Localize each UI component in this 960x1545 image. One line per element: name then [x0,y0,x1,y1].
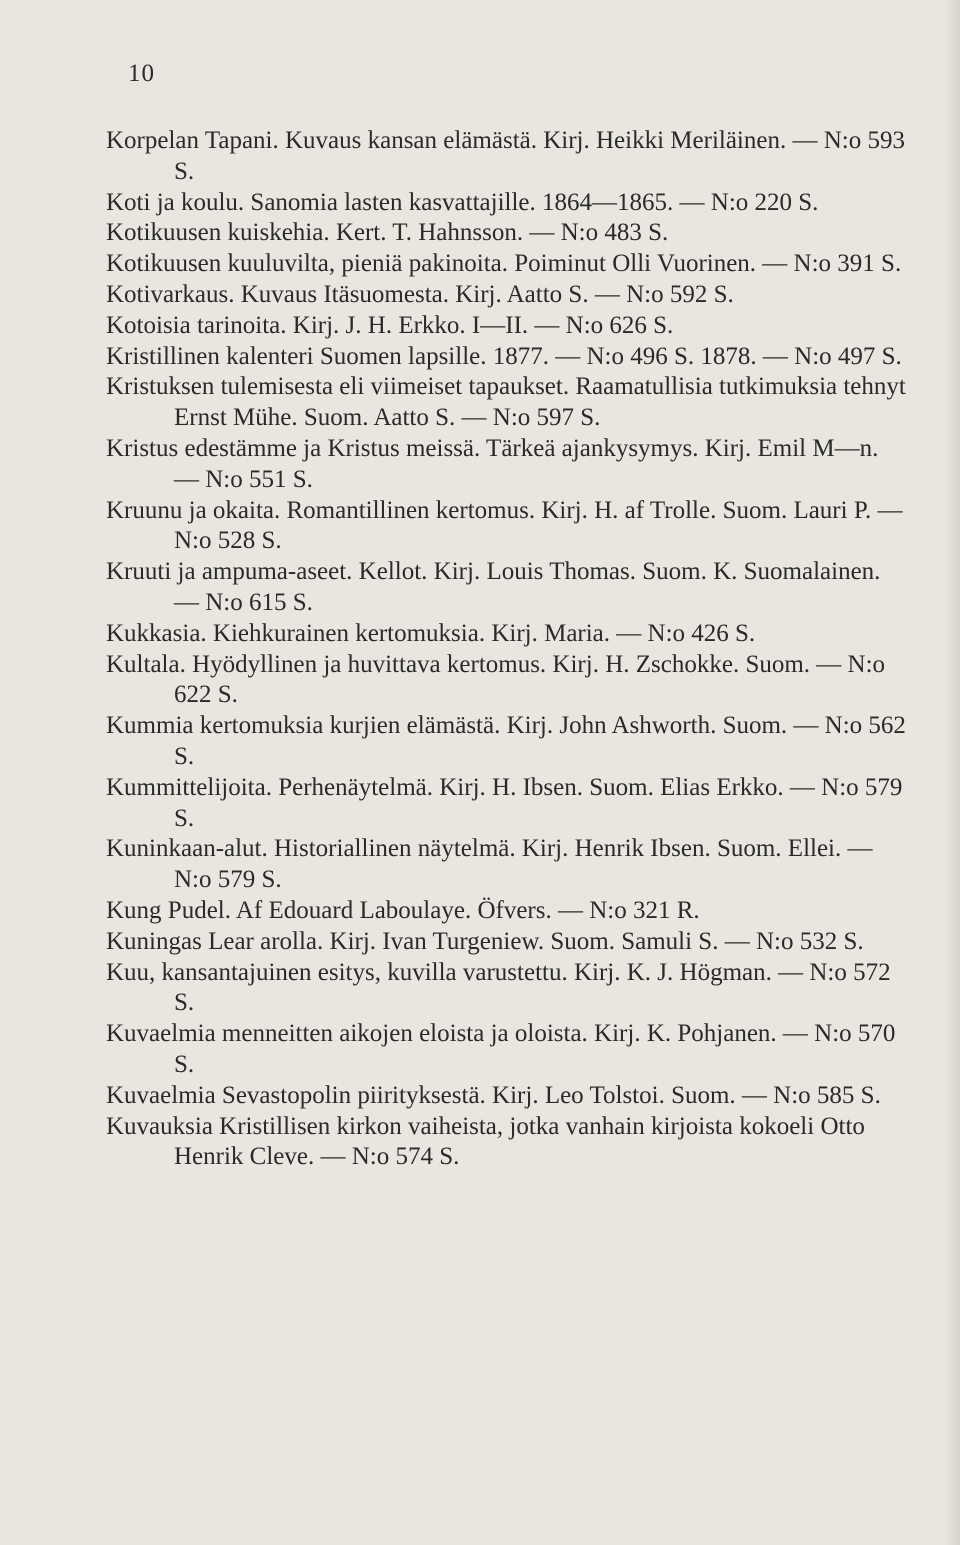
catalog-entry: Kuvauksia Kristillisen kirkon vaiheista, jotka vanhain kirjoista kokoeli Otto Henrik Cleve. — N:o 574 S. [106,1112,865,1171]
catalog-entry: Kotoisia tarinoita. Kirj. J. H. Erkko. I—II. — N:o 626 S. [106,311,674,339]
catalog-entry: Kristillinen kalenteri Suomen lapsille. 1877. — N:o 496 S. 1878. — N:o 497 S. [106,342,902,370]
page-number: 10 [128,60,155,87]
catalog-entry: Kotikuusen kuiskehia. Kert. T. Hahnsson. — N:o 483 S. [106,219,669,247]
catalog-entry: Kummia kertomuksia kurjien elämästä. Kirj. John Ashworth. Suom. — N:o 562 S. [106,712,906,770]
catalog-entry: Kotivarkaus. Kuvaus Itäsuomesta. Kirj. Aatto S. — N:o 592 S. [106,280,734,308]
catalog-entry: Kruuti ja ampuma-aseet. Kellot. Kirj. Louis Thomas. Suom. K. Suomalainen. — N:o 615 S. [106,558,881,616]
catalog-entry: Kuningas Lear arolla. Kirj. Ivan Turgeniew. Suom. Samuli S. — N:o 532 S. [106,927,864,955]
catalog-entry: Kuninkaan-alut. Historiallinen näytelmä. Kirj. Henrik Ibsen. Suom. Ellei. — N:o 579 S. [106,835,873,894]
catalog-entry: Kuvaelmia menneitten aikojen eloista ja oloista. Kirj. K. Pohjanen. — N:o 570 S. [106,1020,896,1078]
catalog-entry: Kummittelijoita. Perhenäytelmä. Kirj. H. Ibsen. Suom. Elias Erkko. — N:o 579 S. [106,773,903,832]
catalog-entry: Kukkasia. Kiehkurainen kertomuksia. Kirj. Maria. — N:o 426 S. [106,619,756,647]
catalog-entry: Korpelan Tapani. Kuvaus kansan elämästä. Kirj. Heikki Meriläinen. — N:o 593 S. [106,127,905,185]
catalog-entry: Kuvaelmia Sevastopolin piirityksestä. Kirj. Leo Tolstoi. Suom. — N:o 585 S. [106,1081,881,1109]
catalog-entry: Koti ja koulu. Sanomia lasten kasvattajille. 1864—1865. — N:o 220 S. [106,188,819,216]
catalog-entry: Kruunu ja okaita. Romantillinen kertomus. Kirj. H. af Trolle. Suom. Lauri P. — N:o 528 S. [106,496,903,555]
catalog-entry: Kristus edestämme ja Kristus meissä. Tärkeä ajankysymys. Kirj. Emil M—n. — N:o 551 S. [106,434,879,493]
catalog-entry: Kristuksen tulemisesta eli viimeiset tapaukset. Raamatullisia tutkimuksia tehnyt Ernst Mühe. Suom. Aatto S. — N:o 597 S. [106,373,906,432]
catalog-entry: Kultala. Hyödyllinen ja huvittava kertomus. Kirj. H. Zschokke. Suom. — N:o 622 S. [106,650,886,709]
catalog-entry: Kotikuusen kuuluvilta, pieniä pakinoita. Poiminut Olli Vuorinen. — N:o 391 S. [106,250,902,278]
catalog-entry: Kuu, kansantajuinen esitys, kuvilla varustettu. Kirj. K. J. Högman. — N:o 572 S. [106,958,891,1017]
catalog-entry: Kung Pudel. Af Edouard Laboulaye. Öfvers. — N:o 321 R. [106,896,700,924]
catalog-entries [106,126,906,1173]
page-edge [946,0,960,1545]
